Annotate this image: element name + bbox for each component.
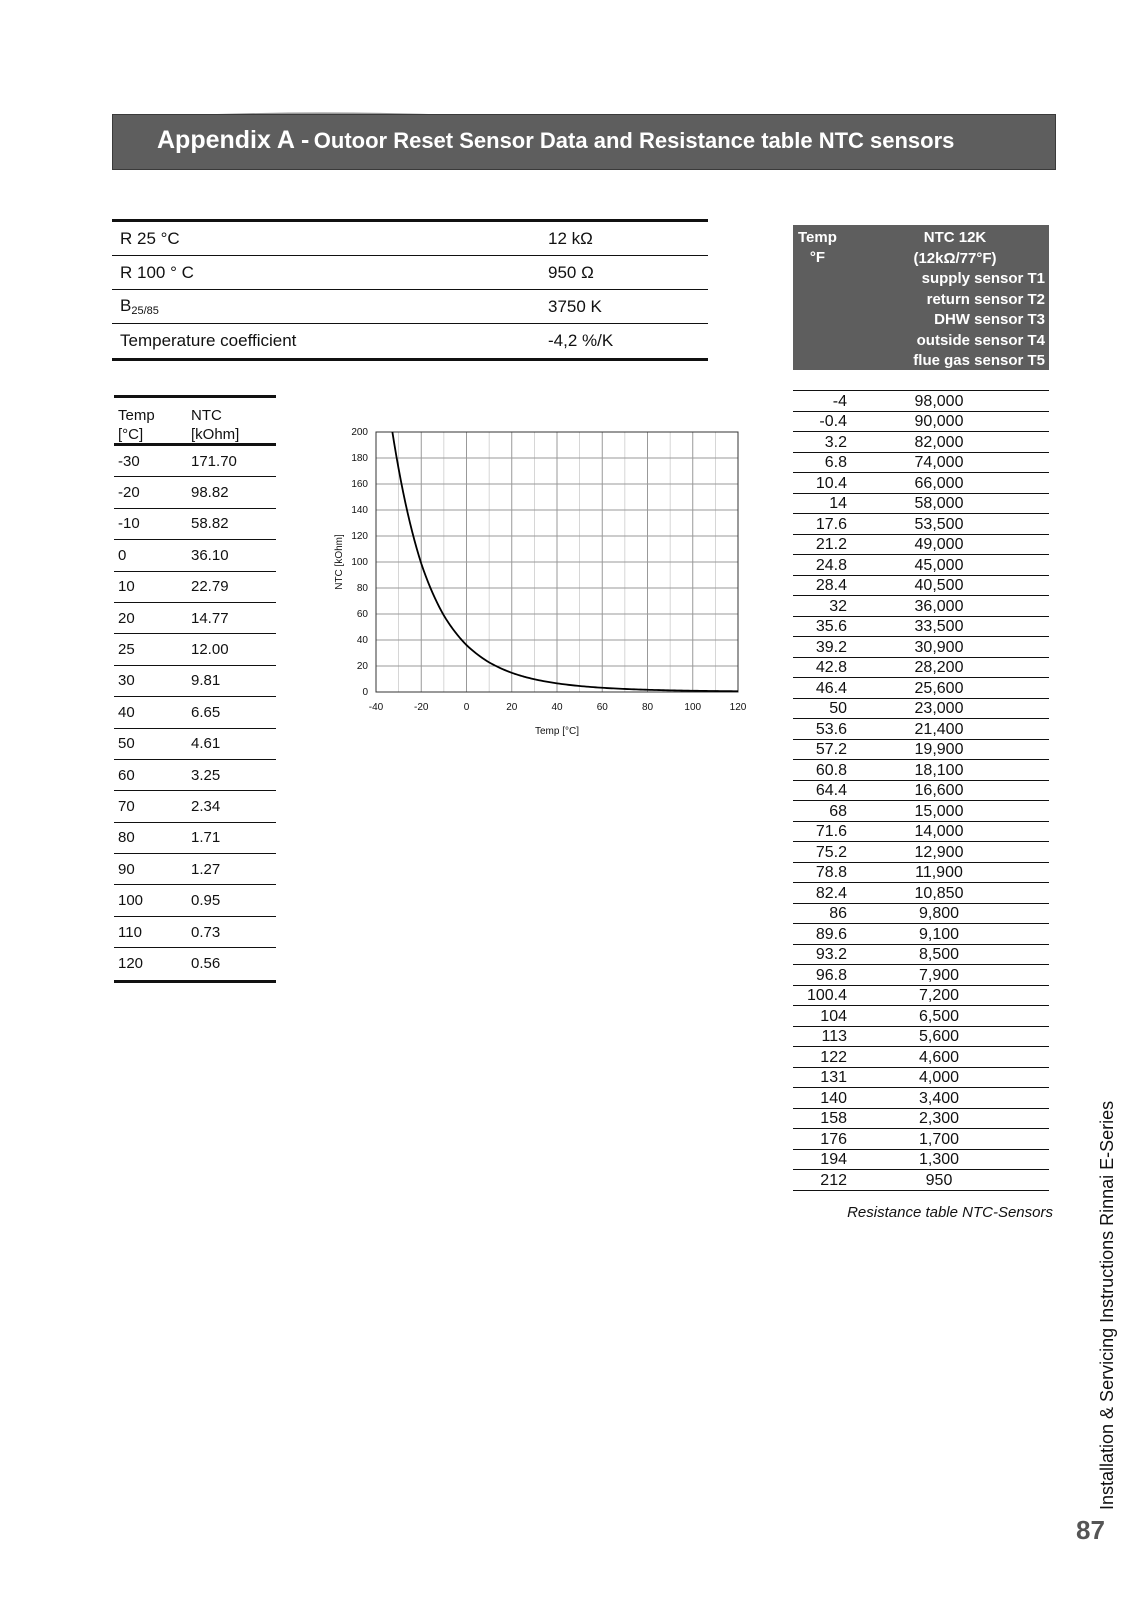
y-tick-label: 100 bbox=[351, 557, 368, 568]
spec-value: 950 Ω bbox=[548, 262, 594, 282]
table-row bbox=[793, 1027, 1049, 1048]
fahrenheit-resistance-table bbox=[793, 390, 1049, 1191]
sensor-spec-table bbox=[112, 219, 708, 361]
temp-f-cell: -4 bbox=[832, 392, 847, 410]
ntc-ohm-cell: 33,500 bbox=[914, 618, 964, 635]
temp-f-cell: 3.2 bbox=[824, 433, 847, 451]
temp-cell: 120 bbox=[118, 955, 144, 973]
temp-cell: 70 bbox=[118, 797, 135, 815]
ntc-ohm-cell: 1,700 bbox=[918, 1130, 960, 1148]
table-row bbox=[793, 1006, 1049, 1027]
table-row bbox=[793, 924, 1049, 945]
ntc-cell: 3.25 bbox=[191, 766, 221, 784]
temp-f-cell: 71.6 bbox=[815, 823, 847, 840]
temp-f-cell: 32 bbox=[829, 597, 847, 615]
table-row bbox=[114, 634, 276, 665]
table-row bbox=[793, 699, 1049, 720]
ntc-ohm-cell: 45,000 bbox=[914, 556, 964, 574]
ntc-cell: 0.56 bbox=[191, 955, 221, 973]
ntc-ohm-cell: 82,000 bbox=[914, 433, 964, 451]
temp-f-cell: 212 bbox=[820, 1171, 847, 1189]
ntc-cell: 14.77 bbox=[191, 609, 229, 627]
ntc-ohm-cell: 6,500 bbox=[918, 1007, 960, 1025]
y-tick-label: 200 bbox=[351, 427, 368, 438]
ntc-ohm-cell: 49,000 bbox=[914, 536, 964, 553]
temp-cell: 50 bbox=[118, 735, 135, 753]
ntc-ohm-cell: 9,100 bbox=[918, 925, 960, 943]
table-row bbox=[793, 822, 1049, 843]
header-ntc-12k bbox=[885, 228, 1045, 372]
header-temp-line: °F bbox=[809, 249, 826, 266]
temp-f-cell: 57.2 bbox=[815, 741, 847, 758]
temp-f-cell: 64.4 bbox=[815, 782, 847, 799]
table-caption: Resistance table NTC-Sensors bbox=[847, 1204, 1053, 1221]
temp-f-cell: 28.4 bbox=[815, 577, 847, 594]
table-row bbox=[793, 412, 1049, 433]
ntc-ohm-cell: 28,200 bbox=[914, 659, 964, 676]
x-tick-label: -40 bbox=[368, 702, 384, 713]
temp-f-cell: 100.4 bbox=[806, 987, 847, 1004]
y-tick-label: 0 bbox=[362, 687, 368, 698]
x-tick-label: 0 bbox=[463, 702, 470, 713]
temp-cell: 100 bbox=[118, 892, 144, 910]
temp-f-cell: 6.8 bbox=[824, 454, 847, 471]
table-row bbox=[793, 432, 1049, 453]
temp-f-cell: 113 bbox=[821, 1028, 847, 1045]
ntc-cell: 36.10 bbox=[191, 546, 229, 564]
temp-cell: 60 bbox=[118, 766, 135, 784]
spec-key bbox=[112, 296, 548, 317]
temp-f-cell: 176 bbox=[820, 1130, 847, 1148]
table-row bbox=[114, 885, 276, 916]
temp-f-cell: 194 bbox=[820, 1151, 847, 1168]
spec-row bbox=[112, 256, 708, 290]
table-row bbox=[114, 603, 276, 634]
table-row bbox=[793, 1150, 1049, 1171]
y-tick-label: 160 bbox=[351, 479, 368, 490]
table-row bbox=[114, 948, 276, 979]
x-tick-label: 40 bbox=[551, 702, 563, 713]
table-row bbox=[114, 917, 276, 948]
page-title-main: Outoor Reset Sensor Data and Resistance table NTC sensors bbox=[313, 128, 955, 153]
ntc-cell: 171.70 bbox=[191, 452, 237, 470]
temp-f-cell: 21.2 bbox=[815, 536, 847, 553]
temp-cell: 10 bbox=[118, 578, 135, 596]
ntc-ohm-cell: 98,000 bbox=[914, 392, 964, 410]
temp-f-cell: 158 bbox=[820, 1110, 847, 1127]
table-row bbox=[793, 965, 1049, 986]
table-row bbox=[793, 781, 1049, 802]
table-row bbox=[114, 823, 276, 854]
temp-cell: 20 bbox=[118, 609, 135, 627]
ntc-ohm-cell: 30,900 bbox=[914, 638, 964, 656]
temp-cell: -30 bbox=[118, 452, 140, 470]
table-row bbox=[793, 1129, 1049, 1150]
table-row bbox=[793, 945, 1049, 966]
y-axis-label: NTC [kOhm] bbox=[334, 534, 345, 590]
sensor-label: return sensor T2 bbox=[926, 290, 1045, 308]
spec-value: 12 kΩ bbox=[548, 228, 593, 248]
ntc-ohm-cell: 4,000 bbox=[918, 1069, 960, 1086]
ntc-cell: 4.61 bbox=[191, 735, 221, 753]
ntc-ohm-cell: 15,000 bbox=[914, 802, 964, 820]
ntc-cell: 9.81 bbox=[191, 672, 221, 690]
spec-key-text: B bbox=[120, 296, 132, 315]
temp-f-cell: 82.4 bbox=[815, 884, 847, 902]
header-ntc-line: [kOhm] bbox=[191, 426, 240, 443]
table-row bbox=[793, 740, 1049, 761]
temp-f-cell: 75.2 bbox=[815, 843, 847, 861]
header-ntc-line: NTC 12K bbox=[923, 229, 987, 246]
table-row bbox=[793, 1068, 1049, 1089]
temp-f-cell: 68 bbox=[829, 802, 847, 820]
spec-key: Temperature coefficient bbox=[120, 331, 297, 350]
temp-f-cell: 131 bbox=[820, 1069, 847, 1086]
x-tick-label: -20 bbox=[414, 702, 429, 713]
spec-key-subscript: 25/85 bbox=[131, 305, 159, 317]
x-tick-label: 80 bbox=[641, 702, 654, 713]
y-tick-label: 80 bbox=[356, 583, 368, 594]
temp-f-cell: 96.8 bbox=[815, 966, 847, 984]
ntc-ohm-cell: 90,000 bbox=[914, 413, 964, 430]
spec-value: -4,2 %/K bbox=[548, 331, 614, 350]
temp-f-cell: 89.6 bbox=[815, 925, 847, 943]
ntc-cell: 22.79 bbox=[191, 578, 229, 596]
ntc-cell: 12.00 bbox=[191, 641, 229, 659]
table-row bbox=[793, 678, 1049, 699]
y-tick-label: 140 bbox=[351, 505, 368, 516]
temp-f-cell: 14 bbox=[829, 495, 847, 512]
ntc-ohm-cell: 74,000 bbox=[914, 454, 964, 471]
table-row bbox=[793, 760, 1049, 781]
spec-value: 3750 K bbox=[548, 296, 602, 316]
temp-f-cell: 93.2 bbox=[815, 946, 847, 963]
temp-cell: -20 bbox=[118, 484, 140, 502]
table-row bbox=[793, 576, 1049, 597]
ntc-cell: 6.65 bbox=[191, 703, 221, 721]
temp-cell: -10 bbox=[118, 515, 140, 533]
ntc-cell: 1.27 bbox=[191, 860, 221, 878]
x-tick-label: 120 bbox=[729, 702, 747, 713]
table-row bbox=[793, 801, 1049, 822]
temp-f-cell: -0.4 bbox=[819, 413, 847, 430]
ntc-ohm-cell: 25,600 bbox=[914, 679, 964, 697]
page-number: 87 bbox=[1076, 1515, 1105, 1545]
table-row bbox=[114, 572, 276, 603]
table-row bbox=[114, 446, 276, 477]
temp-f-cell: 50 bbox=[829, 700, 847, 717]
temp-f-cell: 17.6 bbox=[815, 515, 847, 533]
ntc-ohm-cell: 10,850 bbox=[914, 884, 964, 902]
spec-row bbox=[112, 222, 708, 256]
temp-cell: 25 bbox=[118, 641, 135, 659]
temp-f-cell: 122 bbox=[820, 1048, 847, 1066]
table-row bbox=[793, 1109, 1049, 1130]
ntc-ohm-cell: 7,900 bbox=[918, 966, 960, 984]
ntc-ohm-cell: 2,300 bbox=[918, 1110, 960, 1127]
temp-f-cell: 42.8 bbox=[815, 659, 847, 676]
temp-cell: 110 bbox=[118, 923, 142, 941]
y-tick-label: 40 bbox=[356, 635, 368, 646]
table-row bbox=[114, 854, 276, 885]
spec-key: R 25 °C bbox=[120, 228, 180, 248]
ntc-cell: 2.34 bbox=[191, 797, 221, 815]
x-axis-label: Temp [°C] bbox=[534, 726, 580, 737]
table-row bbox=[114, 540, 276, 571]
temp-f-cell: 104 bbox=[820, 1007, 847, 1025]
table-row bbox=[793, 555, 1049, 576]
header-ntc-line: (12kΩ/77°F) bbox=[913, 249, 997, 267]
temp-cell: 40 bbox=[118, 703, 135, 721]
table-row bbox=[793, 596, 1049, 617]
table-row bbox=[114, 697, 276, 728]
header-temp-f bbox=[798, 228, 837, 268]
x-tick-label: 20 bbox=[506, 702, 518, 713]
celsius-resistance-table bbox=[114, 395, 276, 983]
table-row bbox=[793, 719, 1049, 740]
spec-key: R 100 ° C bbox=[120, 262, 194, 282]
temp-f-cell: 78.8 bbox=[815, 864, 847, 881]
ntc-ohm-cell: 4,600 bbox=[918, 1048, 960, 1066]
header-ntc bbox=[191, 406, 239, 443]
ntc-ohm-cell: 3,400 bbox=[918, 1089, 960, 1107]
temp-f-cell: 86 bbox=[829, 905, 847, 922]
table-row bbox=[114, 791, 276, 822]
table-row bbox=[114, 729, 276, 760]
ntc-ohm-cell: 53,500 bbox=[914, 515, 964, 533]
table-row bbox=[114, 760, 276, 791]
spec-row bbox=[112, 324, 708, 358]
temp-f-cell: 140 bbox=[820, 1089, 847, 1107]
side-footer-text: Installation & Servicing Instructions Rinnai E-Series bbox=[1097, 1100, 1117, 1510]
ntc-ohm-cell: 66,000 bbox=[914, 474, 964, 492]
table-row bbox=[793, 863, 1049, 884]
table-row bbox=[793, 842, 1049, 863]
header-temp-line: Temp bbox=[118, 407, 155, 424]
ntc-ohm-cell: 23,000 bbox=[914, 700, 964, 717]
table-row bbox=[793, 1088, 1049, 1109]
table-body bbox=[114, 446, 276, 980]
temp-f-cell: 24.8 bbox=[815, 556, 847, 574]
ntc-ohm-cell: 19,900 bbox=[914, 741, 964, 758]
temp-cell: 0 bbox=[118, 546, 127, 564]
header-ntc-line: NTC bbox=[191, 407, 222, 424]
header-temp bbox=[114, 406, 191, 443]
table-header bbox=[114, 398, 276, 446]
ntc-ohm-cell: 16,600 bbox=[914, 782, 964, 799]
y-tick-label: 180 bbox=[351, 453, 368, 464]
ntc-ohm-cell: 18,100 bbox=[914, 761, 964, 779]
page-title-prefix: Appendix A - bbox=[157, 126, 310, 154]
ntc-cell: 58.82 bbox=[191, 515, 229, 533]
spec-row bbox=[112, 290, 708, 324]
ntc-ohm-cell: 11,900 bbox=[915, 864, 963, 881]
table-row bbox=[793, 391, 1049, 412]
ntc-ohm-cell: 21,400 bbox=[914, 720, 964, 738]
table-row bbox=[793, 1047, 1049, 1068]
temp-f-cell: 53.6 bbox=[815, 720, 847, 738]
table-row bbox=[114, 477, 276, 508]
temp-cell: 80 bbox=[118, 829, 135, 847]
table-row bbox=[114, 509, 276, 540]
x-tick-label: 60 bbox=[596, 702, 608, 713]
sensor-label: outside sensor T4 bbox=[916, 331, 1045, 349]
ntc-ohm-cell: 5,600 bbox=[918, 1028, 960, 1045]
ntc-ohm-cell: 40,500 bbox=[914, 577, 964, 594]
table-row bbox=[114, 666, 276, 697]
y-tick-label: 60 bbox=[356, 609, 368, 620]
table-row bbox=[793, 473, 1049, 494]
temp-f-cell: 35.6 bbox=[815, 618, 847, 635]
sensor-label: flue gas sensor T5 bbox=[913, 352, 1045, 369]
table-row bbox=[793, 453, 1049, 474]
y-tick-label: 120 bbox=[351, 531, 368, 542]
ntc-ohm-cell: 58,000 bbox=[914, 495, 964, 512]
table-row bbox=[793, 883, 1049, 904]
ntc-ohm-cell: 1,300 bbox=[918, 1151, 960, 1168]
table-row bbox=[793, 1170, 1049, 1191]
ntc-ohm-cell: 36,000 bbox=[914, 597, 964, 615]
ntc-ohm-cell: 14,000 bbox=[914, 823, 964, 840]
temp-f-cell: 46.4 bbox=[815, 679, 847, 697]
table-row bbox=[793, 514, 1049, 535]
table-row bbox=[793, 904, 1049, 925]
header-temp-line: [°C] bbox=[118, 426, 144, 443]
table-row bbox=[793, 617, 1049, 638]
page-header-banner bbox=[112, 114, 1056, 170]
ntc-cell: 0.95 bbox=[191, 892, 221, 910]
table-row bbox=[793, 494, 1049, 515]
table-row bbox=[793, 658, 1049, 679]
temp-cell: 30 bbox=[118, 672, 135, 690]
ntc-curve-chart bbox=[320, 420, 747, 740]
ntc-ohm-cell: 7,200 bbox=[918, 987, 960, 1004]
ntc-ohm-cell: 8,500 bbox=[918, 946, 960, 963]
temp-f-cell: 39.2 bbox=[815, 638, 847, 656]
ntc-ohm-cell: 950 bbox=[925, 1171, 953, 1189]
table-row bbox=[793, 637, 1049, 658]
ntc-cell: 0.73 bbox=[191, 923, 221, 941]
fahrenheit-table-header bbox=[793, 225, 1049, 370]
temp-f-cell: 60.8 bbox=[815, 761, 847, 779]
sensor-label: DHW sensor T3 bbox=[934, 311, 1045, 328]
ntc-cell: 98.82 bbox=[191, 484, 229, 502]
sensor-label: supply sensor T1 bbox=[921, 270, 1045, 287]
header-temp-line: Temp bbox=[798, 229, 837, 246]
temp-cell: 90 bbox=[118, 860, 135, 878]
temp-f-cell: 10.4 bbox=[815, 474, 847, 492]
page-title bbox=[157, 126, 954, 155]
table-row bbox=[793, 535, 1049, 556]
y-tick-label: 20 bbox=[356, 661, 368, 672]
ntc-ohm-cell: 12,900 bbox=[914, 843, 964, 861]
ntc-cell: 1.71 bbox=[191, 829, 221, 847]
table-row bbox=[793, 986, 1049, 1007]
x-tick-label: 100 bbox=[684, 702, 702, 713]
ntc-ohm-cell: 9,800 bbox=[918, 905, 960, 922]
